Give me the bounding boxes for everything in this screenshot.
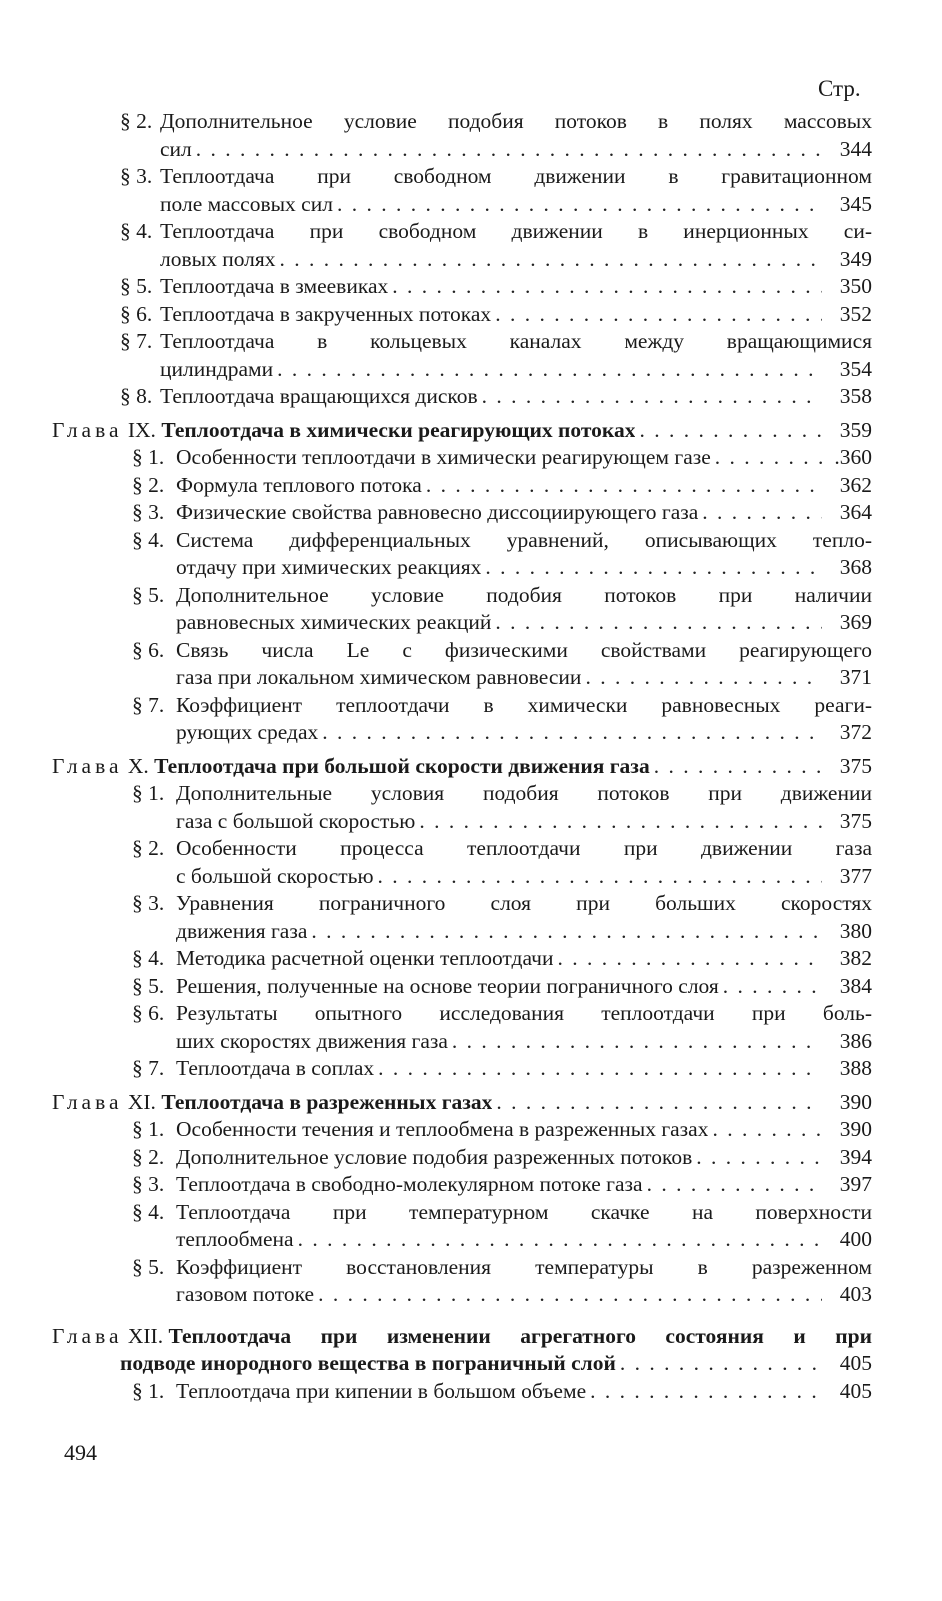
entry-title-line: рующих средах — [176, 720, 319, 744]
toc-section-entry — [132, 527, 872, 582]
entry-title-line: сил — [160, 136, 192, 161]
entry-title-line: Физические свойства равновесно диссоциирующего газа — [176, 500, 699, 524]
entry-title-line: Теплоотдача в разреженных газах — [161, 1089, 493, 1114]
page-ref: 403 — [839, 1282, 872, 1306]
dot-leader — [280, 246, 822, 274]
entry-title-line: ших скоростях движения газа — [176, 1028, 448, 1053]
entry-title-line: Формула теплового потока — [176, 472, 422, 497]
section-number: § 6. — [120, 301, 153, 326]
dot-leader — [702, 499, 822, 527]
entry-title-line: Теплоотдача при свободном движении в инерционных си- — [160, 219, 872, 243]
table-of-contents — [52, 108, 872, 1405]
section-number: § 6. — [132, 637, 165, 662]
toc-section-entry — [132, 1055, 872, 1083]
entry-title-line: движения газа — [176, 918, 308, 943]
page-ref: 364 — [839, 500, 872, 524]
dot-leader — [378, 863, 822, 891]
section-number: § 5. — [132, 1254, 165, 1279]
dot-leader — [482, 383, 822, 411]
dot-leader — [277, 356, 822, 384]
entry-title-line: Дополнительное условие подобия разреженных потоков — [176, 1144, 693, 1169]
toc-chapter-entry — [52, 753, 872, 781]
entry-title-line: Теплоотдача в змеевиках — [160, 274, 389, 298]
page-ref: 375 — [839, 753, 872, 778]
section-number: § 5. — [132, 582, 165, 607]
section-number: § 2. — [132, 472, 165, 497]
chapter-word: Глава — [52, 417, 123, 442]
page-ref: 362 — [839, 472, 872, 497]
page-ref: 359 — [839, 417, 872, 442]
chapter-word: Глава — [52, 1323, 123, 1348]
page-ref: 388 — [839, 1056, 872, 1080]
section-number: § 2. — [132, 836, 165, 860]
dot-leader — [723, 973, 822, 1001]
toc-section-entry — [132, 637, 872, 692]
section-number: § 4. — [132, 527, 165, 552]
entry-title-line: газовом потоке — [176, 1282, 315, 1306]
dot-leader — [620, 1350, 822, 1378]
entry-title-line: поле массовых сил — [160, 191, 333, 216]
entry-title-line: Теплоотдача в закрученных потоках — [160, 301, 492, 326]
entry-title-line: газа при локальном химическом равновесии — [176, 665, 582, 689]
toc-section-entry — [132, 780, 872, 835]
page-ref: 400 — [839, 1227, 872, 1251]
page-ref: .360 — [834, 445, 872, 469]
dot-leader — [696, 1144, 822, 1172]
entry-title-line: Уравнения пограничного слоя при больших скоростях — [176, 891, 872, 915]
dot-leader — [647, 1171, 822, 1199]
dot-leader — [392, 273, 822, 301]
entry-title-line: Дополнительное условие подобия потоков при наличии — [176, 582, 872, 607]
entry-title-line: Особенности теплоотдачи в химически реагирующем газе — [176, 445, 711, 469]
section-number: § 5. — [132, 973, 165, 998]
toc-section-entry — [132, 1199, 872, 1254]
entry-title-line: Особенности процесса теплоотдачи при движении газа — [176, 836, 872, 860]
toc-chapter-entry — [52, 1323, 872, 1378]
toc-chapter-entry — [52, 417, 872, 445]
entry-title-line: подводе инородного вещества в пограничный слой — [120, 1351, 616, 1375]
entry-title-line: Связь числа Le с физическими свойствами реагирующего — [176, 637, 872, 662]
entry-title-line: Дополнительные условия подобия потоков при движении — [176, 781, 872, 805]
section-number: § 1. — [132, 1378, 165, 1403]
entry-title-line: отдачу при химических реакциях — [176, 555, 482, 579]
entry-title-line: Решения, полученные на основе теории пограничного слоя — [176, 973, 719, 998]
entry-title-line: Теплоотдача вращающихся дисков — [160, 384, 478, 408]
page-ref: 390 — [839, 1089, 872, 1114]
dot-leader — [557, 945, 822, 973]
toc-chapter-entry — [52, 1089, 872, 1117]
toc-section-entry — [132, 835, 872, 890]
toc-section-entry — [120, 108, 872, 163]
dot-leader — [452, 1028, 822, 1056]
dot-leader — [419, 808, 822, 836]
page-ref: 345 — [839, 191, 872, 216]
entry-title-line: Теплоотдача при изменении агрегатного состояния и при — [168, 1323, 872, 1348]
page-number: 494 — [64, 1440, 97, 1465]
dot-leader — [712, 1116, 822, 1144]
dot-leader — [590, 1378, 822, 1406]
toc-section-entry — [120, 273, 872, 301]
section-number: § 4. — [132, 1199, 165, 1224]
entry-title-line: Теплоотдача в кольцевых каналах между вращающимися — [160, 329, 872, 353]
section-number: § 1. — [132, 1117, 165, 1141]
page-ref: 405 — [839, 1378, 872, 1403]
page-ref: 390 — [839, 1117, 872, 1141]
toc-section-entry — [132, 499, 872, 527]
toc-section-entry — [120, 163, 872, 218]
page-ref: 358 — [839, 384, 872, 408]
page-ref: 380 — [839, 918, 872, 943]
toc-section-entry — [132, 1144, 872, 1172]
dot-leader — [495, 301, 822, 329]
page-ref: 405 — [839, 1351, 872, 1375]
dot-leader — [337, 191, 822, 219]
entry-title-line: Особенности течения и теплообмена в разреженных газах — [176, 1117, 709, 1141]
page-ref: 382 — [839, 946, 872, 970]
entry-title-line: равновесных химических реакций — [176, 610, 492, 634]
chapter-number: XII. — [127, 1323, 164, 1348]
entry-title-line: Теплоотдача при большой скорости движения газа — [154, 753, 650, 778]
entry-title-line: цилиндрами — [160, 356, 274, 381]
dot-leader — [495, 609, 822, 637]
section-number: § 1. — [132, 445, 165, 469]
dot-leader — [715, 444, 822, 472]
chapter-word: Глава — [52, 753, 123, 778]
toc-section-entry — [132, 1116, 872, 1144]
toc-section-entry — [132, 973, 872, 1001]
dot-leader — [426, 472, 822, 500]
section-number: § 8. — [120, 384, 153, 408]
dot-leader — [485, 554, 822, 582]
entry-title-line: теплообмена — [176, 1227, 294, 1251]
entry-title-line: Методика расчетной оценки теплоотдачи — [176, 946, 554, 970]
page-ref: 344 — [839, 136, 872, 161]
entry-title-line: Система дифференциальных уравнений, описывающих тепло- — [176, 527, 872, 552]
toc-section-entry — [132, 890, 872, 945]
page-ref: 375 — [839, 808, 872, 833]
toc-section-entry — [132, 1378, 872, 1406]
section-number: § 2. — [120, 109, 153, 133]
chapter-number: X. — [127, 753, 149, 778]
section-number: § 3. — [132, 1172, 165, 1196]
entry-title-line: Результаты опытного исследования теплоотдачи при боль- — [176, 1001, 872, 1025]
dot-leader — [654, 753, 822, 781]
entry-title-line: Теплоотдача в свободно-молекулярном потоке газа — [176, 1172, 643, 1196]
chapter-number: IX. — [127, 417, 156, 442]
entry-title-line: Теплоотдача в соплах — [176, 1056, 375, 1080]
page-ref: 384 — [839, 973, 872, 998]
section-number: § 2. — [132, 1144, 165, 1169]
toc-section-entry — [132, 472, 872, 500]
section-number: § 7. — [132, 1056, 165, 1080]
dot-leader — [318, 1281, 822, 1309]
page-ref: 372 — [839, 720, 872, 744]
entry-title-line: Теплоотдача при свободном движении в гравитационном — [160, 164, 872, 188]
toc-section-entry — [132, 582, 872, 637]
toc-section-entry — [132, 1000, 872, 1055]
dot-leader — [298, 1226, 822, 1254]
page-ref: 352 — [839, 301, 872, 326]
dot-leader — [311, 918, 822, 946]
page-ref: 354 — [839, 356, 872, 381]
page-ref: 397 — [839, 1172, 872, 1196]
entry-title-line: Дополнительное условие подобия потоков в полях массовых — [160, 109, 872, 133]
section-number: § 3. — [132, 891, 165, 915]
entry-title-line: ловых полях — [160, 246, 276, 271]
dot-leader — [378, 1055, 822, 1083]
section-number: § 7. — [132, 692, 165, 717]
page-ref: 369 — [839, 610, 872, 634]
dot-leader — [322, 719, 822, 747]
section-number: § 4. — [120, 219, 153, 243]
toc-section-entry — [120, 218, 872, 273]
page-column-header: Стр. — [818, 76, 861, 101]
toc-section-entry — [132, 444, 872, 472]
toc-section-entry — [120, 301, 872, 329]
entry-title-line: с большой скоростью — [176, 863, 374, 888]
entry-title-line: Теплоотдача в химически реагирующих потоках — [161, 417, 636, 442]
toc-section-entry — [120, 383, 872, 411]
entry-title-line: Коэффициент восстановления температуры в разреженном — [176, 1254, 872, 1279]
dot-leader — [639, 417, 822, 445]
toc-section-entry — [132, 692, 872, 747]
page-ref: 377 — [839, 863, 872, 888]
page-ref: 394 — [839, 1144, 872, 1169]
entry-title-line: газа с большой скоростью — [176, 808, 416, 833]
section-number: § 4. — [132, 946, 165, 970]
dot-leader — [196, 136, 822, 164]
page-ref: 371 — [839, 665, 872, 689]
dot-leader — [496, 1089, 822, 1117]
entry-title-line: Теплоотдача при температурном скачке на поверхности — [176, 1199, 872, 1224]
entry-title-line: Теплоотдача при кипении в большом объеме — [176, 1378, 587, 1403]
page-ref: 368 — [839, 555, 872, 579]
toc-section-entry — [132, 1171, 872, 1199]
section-number: § 7. — [120, 329, 153, 353]
section-number: § 6. — [132, 1001, 165, 1025]
toc-section-entry — [120, 328, 872, 383]
chapter-number: XI. — [127, 1089, 156, 1114]
section-number: § 3. — [132, 500, 165, 524]
chapter-word: Глава — [52, 1089, 123, 1114]
page-ref: 386 — [839, 1028, 872, 1053]
section-number: § 1. — [132, 781, 165, 805]
page-ref: 350 — [839, 274, 872, 298]
entry-title-line: Коэффициент теплоотдачи в химически равновесных реаги- — [176, 692, 872, 717]
section-number: § 3. — [120, 164, 153, 188]
page-ref: 349 — [839, 246, 872, 271]
section-number: § 5. — [120, 274, 153, 298]
toc-section-entry — [132, 1254, 872, 1309]
dot-leader — [585, 664, 822, 692]
toc-section-entry — [132, 945, 872, 973]
